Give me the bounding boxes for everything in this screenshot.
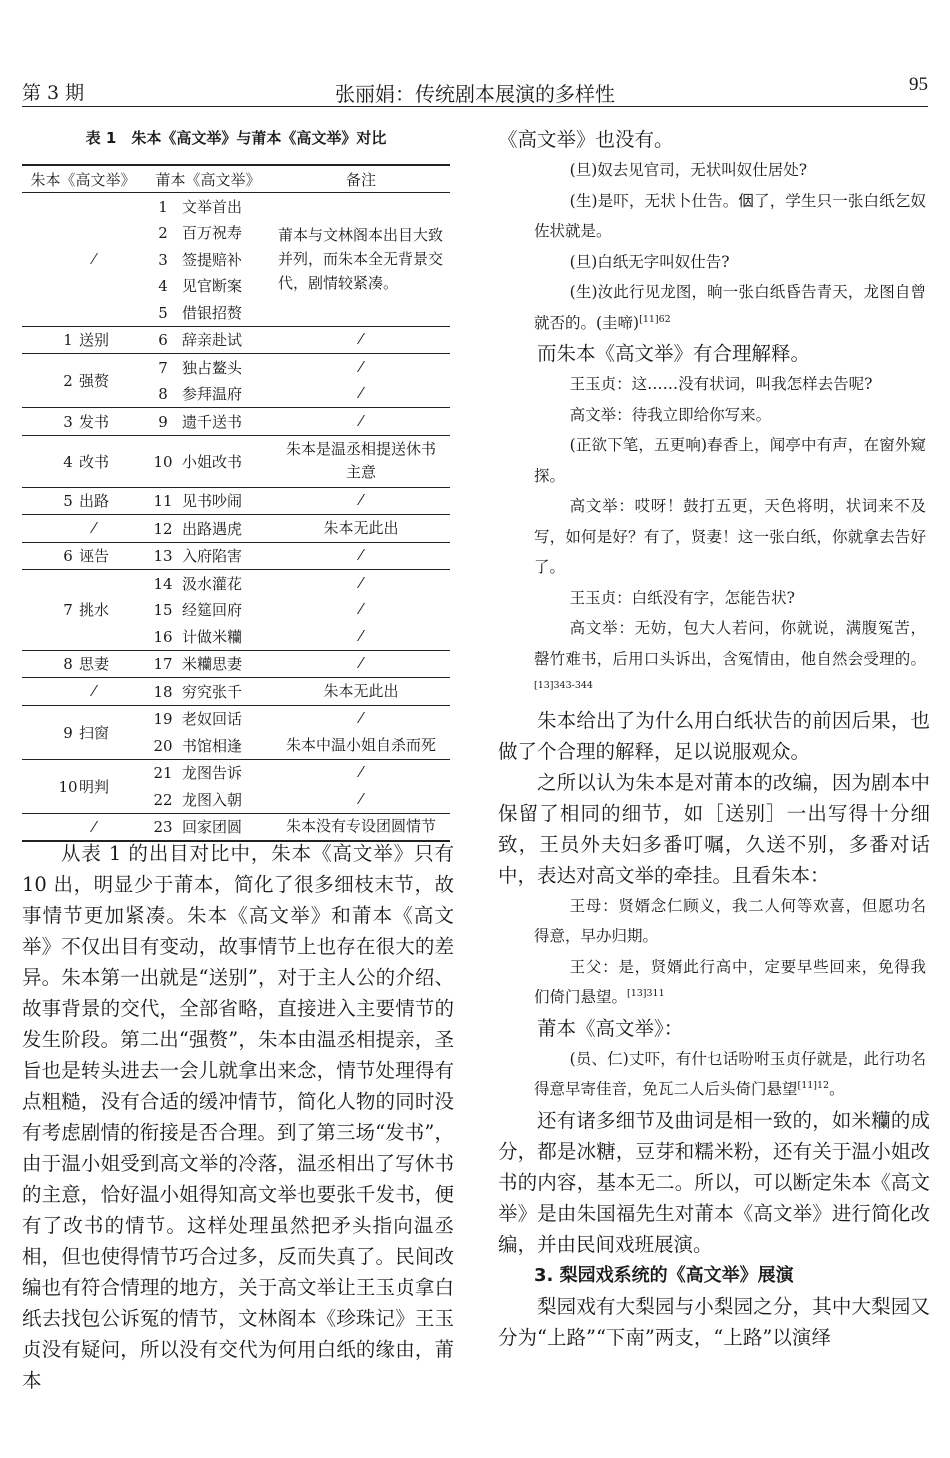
citation-ref: [11]62 <box>639 313 671 325</box>
pu-cell: 17 米糷思妻 <box>144 650 272 678</box>
zhu-cell: 9 扫窗 <box>22 705 144 759</box>
body-paragraph: 还有诸多细节及曲词是相一致的，如米糷的成分，都是冰糖，豆芽和糯米粉，还有关于温小姐改书的内容，基本无二。所以，可以断定朱本《高文举》是由朱国福先生对莆本《高文举》进行简化改编，并由民间戏班展演。 <box>498 1108 930 1256</box>
pu-cell: 7 独占鳌头 <box>144 354 272 381</box>
remark-cell: ⁄ <box>272 542 450 570</box>
table-row <box>22 759 450 786</box>
remark-cell: ⁄ <box>359 789 363 808</box>
table-row <box>22 408 450 436</box>
table-row <box>22 487 450 515</box>
citation-ref: [13]311 <box>627 987 665 999</box>
running-header <box>22 70 928 107</box>
pu-cell: 12 出路遇虎 <box>144 515 272 543</box>
remark-cell: ⁄ <box>272 408 450 436</box>
zhu-cell: 3 发书 <box>22 408 144 436</box>
pu-cell: 19 老奴回话 <box>144 705 272 732</box>
table-row <box>22 326 450 354</box>
remark-cell: ⁄ <box>272 487 450 515</box>
left-column <box>22 838 454 1396</box>
quote-line: (生)汝此行见龙图，晌一张白纸昏告青天，龙图自曾就否的。(圭啼)$^{[11]62}$ <box>534 283 926 332</box>
zhu-cell: 5 出路 <box>22 487 144 515</box>
pu-cell: 8 参拜温府 <box>158 385 243 404</box>
quote-line: 高文举：哎呀！鼓打五更，天色将明，状词来不及写，如何是好？有了，贤妻！这一张白纸，你就拿去告好了。 <box>534 497 926 576</box>
pu-cell: 14 汲水灌花 <box>144 570 272 597</box>
pu-cell: 9 遗千送书 <box>144 408 272 436</box>
quote-line: (旦)白纸无字叫奴仕告? <box>569 252 730 271</box>
table-row <box>22 435 450 487</box>
remark-cell: ⁄ <box>272 705 450 732</box>
pu-cell: 13 入府陷害 <box>144 542 272 570</box>
table-row <box>22 650 450 678</box>
section-heading: 3. 梨园戏系统的《高文举》展演 <box>534 1264 794 1286</box>
citation-ref: [13]343-344 <box>534 679 593 691</box>
table-caption: 表 1 朱本《高文举》与莆本《高文举》对比 <box>85 129 387 147</box>
table-row <box>22 570 450 597</box>
remark-cell: ⁄ <box>359 384 363 403</box>
zhu-cell: 10明判 <box>22 759 144 813</box>
zhu-cell: 6 诬告 <box>22 542 144 570</box>
remark-cell: ⁄ <box>272 326 450 354</box>
pu-cell: 11 见书吵闹 <box>144 487 272 515</box>
zhu-cell: ⁄ <box>22 515 144 543</box>
col-header-zhu: 朱本《高文举》 <box>22 165 144 193</box>
quote-line: (正欲下笔，五更响)春香上，闻亭中有声，在窗外窥探。 <box>534 436 926 485</box>
table-row <box>22 193 450 220</box>
right-column <box>498 124 930 1353</box>
table-row <box>22 354 450 381</box>
body-paragraph: 而朱本《高文举》有合理解释。 <box>537 342 811 365</box>
pu-cell: 15 经筵回府 <box>153 601 243 620</box>
quote-line: (生)是吓，无状卜仕告。𪜶了，学生只一张白纸乞奴佐状就是。 <box>534 191 926 240</box>
quote-line: (员、仁)丈吓，有什乜话吩咐玉贞仔就是，此行功名得意早寄佳音，免瓦二人后头倚门悬望$^{[11]12}$。 <box>534 1049 926 1098</box>
col-header-pu: 莆本《高文举》 <box>144 165 272 193</box>
remark-cell: 朱本是温丞相提送休书主意 <box>272 435 450 487</box>
pu-cell: 6 辞亲赴试 <box>144 326 272 354</box>
pu-cell: 21 龙图告诉 <box>144 759 272 786</box>
table-header-row <box>22 165 450 193</box>
pu-cell: 18 穷究张千 <box>144 678 272 706</box>
zhu-cell: 7 挑水 <box>22 570 144 651</box>
quote-line: 王玉贞：这……没有状词，叫我怎样去告呢? <box>569 375 873 393</box>
table-row <box>22 678 450 706</box>
table-row <box>22 515 450 543</box>
remark-cell: ⁄ <box>272 354 450 381</box>
body-paragraph: 朱本给出了为什么用白纸状告的前因后果，也做了个合理的解释，足以说服观众。 <box>498 708 930 763</box>
remark-cell: ⁄ <box>272 650 450 678</box>
zhu-cell: ⁄ <box>22 678 144 706</box>
quote-line: 王父：是，贤婿此行高中，定要早些回来，免得我们倚门悬望。$^{[13]311}$ <box>534 957 926 1006</box>
remark-cell: 朱本无此出 <box>272 515 450 543</box>
zhu-cell: ⁄ <box>92 250 96 269</box>
quote-line: 王母：贤婿念仁顾义，我二人何等欢喜，但愿功名得意，早办归期。 <box>534 896 926 945</box>
zhu-cell: 4 改书 <box>22 435 144 487</box>
quote-line: 高文举：无妨，包大人若问，你就说，满腹冤苦，罄竹难书，后用口头诉出，含冤情由，他自然会受理的。$^{[13]343-344}$ <box>534 619 926 691</box>
table-row <box>22 542 450 570</box>
page-number: 95 <box>909 74 928 95</box>
pu-cell: 23 回家团圆 <box>144 813 272 841</box>
pu-cell: 2 百万祝寿 <box>158 224 243 243</box>
remark-cell: ⁄ <box>272 759 450 786</box>
remark-cell: ⁄ <box>359 600 363 619</box>
pu-cell: 3 签提赔补 <box>158 250 243 269</box>
citation-ref: [11]12 <box>797 1079 830 1091</box>
remark-cell: ⁄ <box>272 570 450 597</box>
pu-cell: 10 小姐改书 <box>144 435 272 487</box>
quote-line: 王玉贞：白纸没有字，怎能告状? <box>569 588 795 607</box>
remark-cell: 朱本中温小姐自杀而死 <box>285 735 436 754</box>
body-paragraph: 《高文举》也没有。 <box>498 128 674 151</box>
zhu-cell: 1 送别 <box>22 326 144 354</box>
running-title: 张丽娟：传统剧本展演的多样性 <box>335 82 615 106</box>
pu-cell: 4 见官断案 <box>158 277 243 296</box>
table-row <box>22 813 450 841</box>
body-paragraph: 从表 1 的出目对比中，朱本《高文举》只有 10 出，明显少于莆本，简化了很多细枝末节，故事情节更加紧凑。朱本《高文举》和莆本《高文举》不仅出目有变动，故事情节上也存在很大的差异。朱本第一出就是“送别”，对于主人公的介绍、故事背景的交代，全部省略，直接进入主要情节的发生阶段。第二出“强赘”，朱本由温丞相提亲，圣旨也是转头进去一会儿就拿出来念，情节处理得有点粗糙，没有合适的缓冲情节，简化人物的同时没有考虑剧情的衔接是否合理。到了第三场“发书”，由于温小姐受到高文举的冷落，温丞相出了写休书的主意，恰好温小姐得知高文举也要张千发书，便有了改书的情节。这样处理虽然把矛头指向温丞相，但也使得情节巧合过多，反而失真了。民间改编也有符合情理的地方，关于高文举让王玉贞拿白纸去找包公诉冤的情节，文林阁本《珍珠记》王玉贞没有疑问，所以没有交代为何用白纸的缘由，莆本 <box>22 842 454 1392</box>
issue-number: 第 3 期 <box>22 82 85 104</box>
zhu-cell: 2 强赘 <box>22 354 144 408</box>
zhu-cell: ⁄ <box>22 813 144 841</box>
remark-cell: ⁄ <box>359 626 363 645</box>
remark-cell: 朱本无此出 <box>272 678 450 706</box>
body-paragraph: 莆本《高文举》： <box>537 1016 684 1040</box>
pu-cell: 22 龙图入朝 <box>153 790 243 809</box>
body-paragraph: 之所以认为朱本是对莆本的改编，因为剧本中保留了相同的细节，如［送别］一出写得十分细致，王员外夫妇多番叮嘱，久送不别，多番对话中，表达对高文举的牵挂。且看朱本： <box>498 770 930 887</box>
quote-line: 高文举：待我立即给你写来。 <box>569 405 772 424</box>
table-row <box>22 705 450 732</box>
remark-cell: 朱本没有专设团圆情节 <box>272 813 450 841</box>
comparison-table <box>22 164 450 842</box>
pu-cell: 1 文举首出 <box>158 197 243 216</box>
zhu-cell: 8 思妻 <box>22 650 144 678</box>
pu-cell: 20 书馆相逢 <box>153 736 243 755</box>
col-header-remark: 备注 <box>272 165 450 193</box>
quote-line: (旦)奴去见官司，无状叫奴仕居处? <box>569 161 808 179</box>
pu-cell: 5 借银招赘 <box>158 303 243 322</box>
pu-cell: 16 计做米糷 <box>153 627 243 646</box>
remark-cell: 莆本与文林阁本出目大致并列，而朱本全无背景交代，剧情较紧凑。 <box>278 226 444 293</box>
body-paragraph: 梨园戏有大梨园与小梨园之分，其中大梨园又分为“上路”“下南”两支，“上路”以演绎 <box>498 1294 930 1349</box>
